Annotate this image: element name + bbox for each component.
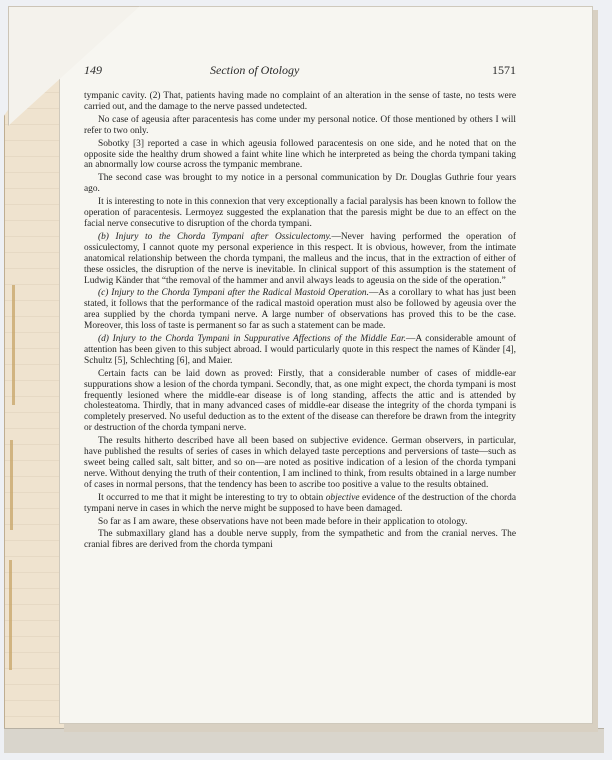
paragraph: tympanic cavity. (2) That, patients having made no complaint of an alteration in the sense of taste, no tests were carried out, and the damage to the nerve passed undetected. [84,91,516,112]
paragraph-subsection-c [84,288,516,332]
page-number-right: 1571 [492,63,516,77]
paragraph: It occurred to me that it might be interesting to try to obtain objective evidence of the destruction of the chorda tympani nerve in cases in which the nerve might be supposed to have been damaged. [84,492,517,514]
paragraph: Sobotky [3] reported a case in which ageusia followed paracentesis on one side, and he noted that on the opposite side the healthy drum showed a faint white line which he interpreted as being the chorda tympani taking an abnormally low course across the tympanic membrane. [84,138,516,171]
subsection-text: —As a corollary to what has just been stated, it follows that the performance of the radical mastoid operation must also be followed by ageusia over the area supplied by the chorda tympani nerve. A large number of observations has proved this to be the case. Moreover, this loss of taste is permanent so far as such a statement can be made. [84,288,516,332]
paragraph: Certain facts can be laid down as proved: Firstly, that a considerable number of cases of middle-ear suppurations show a lesion of the chorda tympani. Secondly, that, as one might expect, the chorda tympani is most frequently lesioned where the middle-ear disease is of long standing, affects the attic and is attended by cholesteatoma. Thirdly, that in many advanced cases of middle-ear disease the integrity of the chorda tympani is completely preserved. No useful deduction as to the extent of the disease can therefore be drawn from the integrity or destruction of the chorda tympani nerve. [84,368,516,434]
binding-stain [10,440,13,530]
binding-stain [9,560,12,670]
subsection-heading: (b) Injury to the Chorda Tympani after Ossiculectomy. [98,231,332,242]
page-number-left: 149 [84,63,102,77]
paragraph: So far as I am aware, these observations have not been made before in their application to otology. [98,516,468,527]
subsection-heading: (d) Injury to the Chorda Tympani in Suppurative Affections of the Middle Ear. [98,334,406,345]
paragraph: The results hitherto described have all been based on subjective evidence. German observers, in particular, have published the results of series of cases in which delayed taste perceptions and perversions of taste—such as sweet being called salt, salt bitter, and so on—are noted as positive indication of a lesion of the chorda tympani nerve. Without denying the truth of their contention, I am inclined to think, from results obtained in a large number of cases in normal persons, that the tendency has been to ascribe too positive a value to the results obtained. [84,436,516,490]
paragraph: It is interesting to note in this connexion that very exceptionally a facial paralysis has been known to follow the operation of paracentesis. Lermoyez suggested the explanation that the paresis might be due to an effect on the facial nerve consecutive to disruption of the chorda tympani. [84,197,516,229]
binding-stain [12,285,15,405]
body-text [84,91,516,553]
paragraph: The second case was brought to my notice in a personal communication by Dr. Douglas Guthrie four years ago. [84,173,516,195]
emphasis: objective [325,492,360,503]
subsection-heading: (c) Injury to the Chorda Tympani after the Radical Mastoid Operation. [98,288,369,299]
paragraph-subsection-d [84,334,516,367]
paragraph: The submaxillary gland has a double nerve supply, from the sympathetic and from the cranial nerves. The cranial fibres are derived from the chorda tympani [84,529,516,551]
subsection-text: —Never having performed the operation of ossiculectomy, I cannot quote my personal experience in this respect. It is obvious, however, from the intimate anatomical relationship between the chorda tympani, the malleus and the incus, that in the extraction of either of these ossicles, the disruption of the nerve is inevitable. In clinical support of this assumption is the statement of Ludwig Kӓnder that “the removal of the hammer and anvil always leads to ageusia on the side of the operation.” [84,231,516,286]
section-title: Section of Otology [210,63,300,77]
subsection-text: —A considerable amount of attention has been given to this subject abroad. I would particularly quote in this respect the names of Kӓnder [4], Schultz [5], Schlechting [6], and Maier. [84,334,516,366]
paragraph-subsection-b [84,232,516,287]
paragraph: No case of ageusia after paracentesis has come under my personal notice. Of those mentioned by others I will refer to two only. [84,114,516,136]
